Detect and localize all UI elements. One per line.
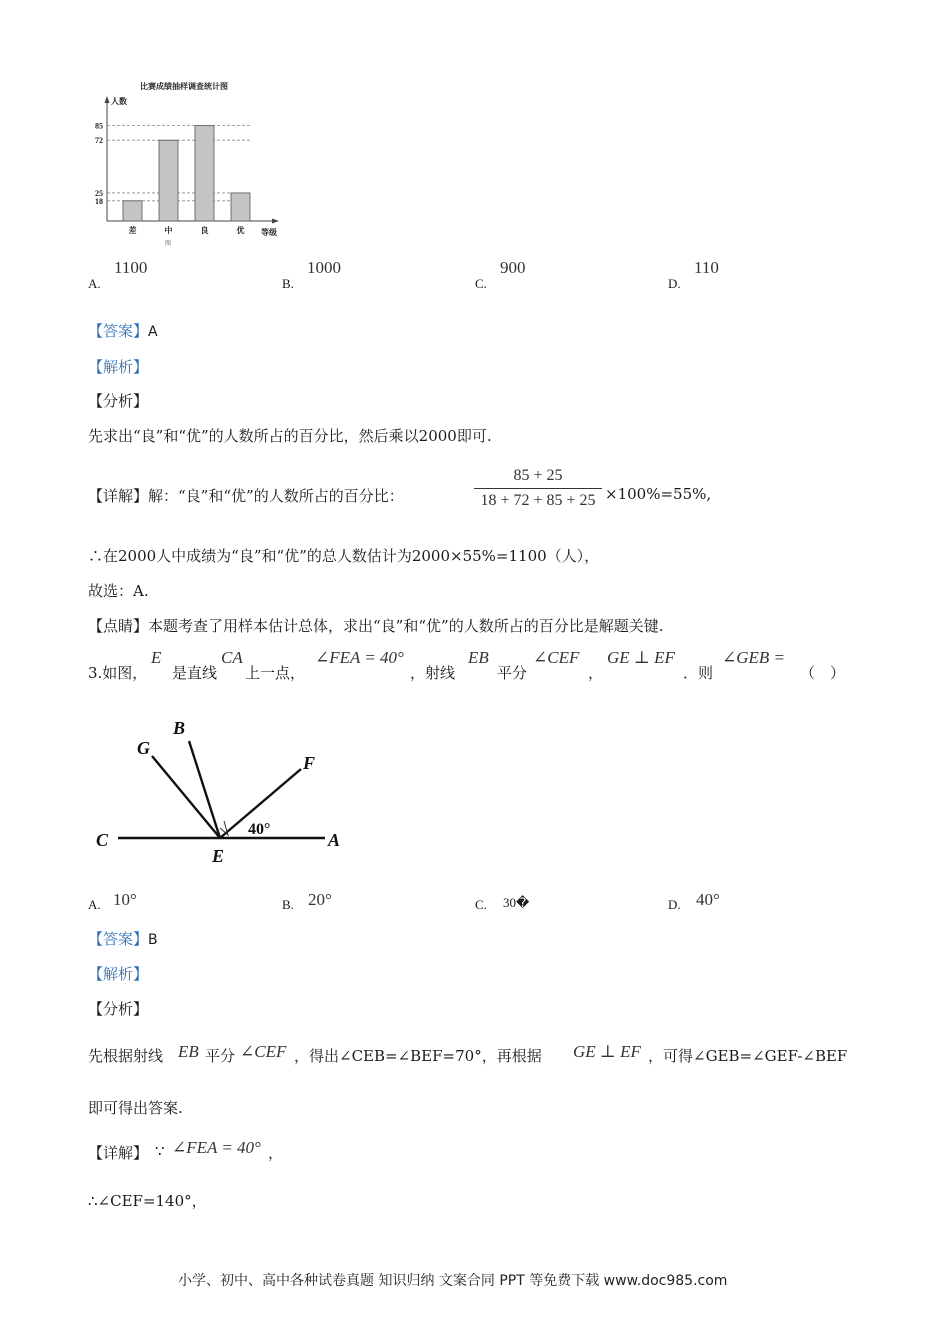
q3-fenxi-cef: ∠CEF bbox=[240, 1042, 287, 1061]
q3-fenxi bbox=[0, 1035, 950, 1071]
label-angle: 40° bbox=[248, 821, 271, 838]
comment-tag: 【点睛】 bbox=[88, 617, 149, 635]
q3-number: 3.如图， bbox=[88, 664, 148, 682]
q3-angle-cef: ∠CEF bbox=[533, 648, 580, 667]
ray-eg bbox=[152, 756, 220, 838]
q3-option-a-value: 10° bbox=[113, 890, 137, 909]
ray-eb bbox=[189, 741, 220, 838]
angle-figure bbox=[85, 710, 355, 870]
q2-detail bbox=[88, 485, 404, 506]
q3-point-e: E bbox=[151, 648, 162, 667]
q3-fenxi-4: ，可得∠GEB=∠GEF-∠BEF bbox=[648, 1047, 848, 1065]
q3-answer bbox=[88, 928, 158, 949]
x-tick-label: 良 bbox=[200, 226, 209, 235]
q3-fenxi-1: 先根据射线 bbox=[88, 1047, 164, 1065]
q2-option-c-value: 900 bbox=[500, 258, 526, 277]
label-g: G bbox=[137, 738, 150, 758]
q3-text-6: ．则 bbox=[683, 664, 714, 682]
q3-perp: GE ⊥ EF bbox=[607, 648, 675, 667]
chart-caption: 图 bbox=[165, 241, 172, 246]
q2-fenxi: 先求出“良”和“优”的人数所占的百分比，然后乘以2000即可. bbox=[88, 427, 492, 445]
q3-question bbox=[0, 645, 950, 685]
q2-option-a-value: 1100 bbox=[114, 258, 148, 277]
bar-chart bbox=[85, 78, 295, 246]
q3-option-d-value: 40° bbox=[696, 890, 720, 909]
label-e: E bbox=[212, 846, 225, 866]
label-b: B bbox=[173, 718, 186, 738]
bar-0 bbox=[123, 201, 142, 221]
q2-option-d-label: D. bbox=[668, 276, 681, 291]
label-c: C bbox=[96, 830, 109, 850]
q3-option-c-value: 30� bbox=[503, 895, 530, 910]
q3-option-a-label: A. bbox=[88, 897, 101, 912]
fraction-numerator: 85 + 25 bbox=[513, 467, 563, 484]
q3-option-d-label: D. bbox=[668, 897, 681, 912]
x-tick-label: 优 bbox=[236, 226, 245, 235]
bar-2 bbox=[195, 126, 214, 221]
q3-text-5: ， bbox=[588, 664, 604, 682]
q3-paren: （ ） bbox=[800, 664, 846, 682]
q3-text-1: 是直线 bbox=[172, 664, 218, 682]
x-axis-arrow bbox=[272, 219, 279, 224]
percent-fraction bbox=[474, 467, 602, 510]
page-footer: 小学、初中、高中各种试卷真题 知识归纳 文案合同 PPT 等免费下载 www.doc985.com bbox=[178, 1273, 728, 1289]
q3-answer-value: B bbox=[148, 932, 158, 948]
q3-analysis-tag: 【解析】 bbox=[88, 965, 149, 983]
q2-line3: 故选：A. bbox=[88, 582, 149, 600]
x-tick-label: 中 bbox=[164, 226, 173, 235]
q3-option-c-label: C. bbox=[475, 897, 487, 912]
detail-tag: 【详解】 bbox=[88, 487, 149, 505]
answer-tag: 【答案】 bbox=[88, 322, 149, 340]
y-tick-label: 85 bbox=[95, 121, 103, 131]
q3-detail-angle: ∠FEA = 40° bbox=[172, 1138, 261, 1157]
y-tick-label: 18 bbox=[95, 196, 103, 206]
q3-fenxi-2: 平分 bbox=[205, 1047, 236, 1065]
q3-fenxi-3: ，得出∠CEB=∠BEF=70°，再根据 bbox=[294, 1047, 542, 1065]
q3-detail-tag: 【详解】 bbox=[88, 1144, 149, 1162]
detail-prefix: 解：“良”和“优”的人数所占的百分比： bbox=[148, 487, 404, 505]
q3-fenxi-eb: EB bbox=[178, 1042, 199, 1061]
q3-option-b-label: B. bbox=[282, 897, 294, 912]
comment-text: 本题考查了用样本估计总体，求出“良”和“优”的人数所占的百分比是解题关键. bbox=[148, 617, 664, 635]
q2-fenxi-tag: 【分析】 bbox=[88, 392, 149, 410]
y-tick-label: 72 bbox=[95, 136, 103, 146]
q3-answer-tag: 【答案】 bbox=[88, 930, 149, 948]
q3-angle-fea: ∠FEA = 40° bbox=[315, 648, 404, 667]
y-tick-label: 25 bbox=[95, 188, 103, 198]
q2-option-b-label: B. bbox=[282, 276, 294, 291]
label-a: A bbox=[328, 830, 341, 850]
q3-text-4: 平分 bbox=[497, 664, 528, 682]
y-axis-arrow bbox=[105, 96, 110, 103]
chart-title: 比赛成绩抽样调查统计图 bbox=[140, 82, 228, 91]
fraction-denominator: 18 + 72 + 85 + 25 bbox=[480, 492, 596, 509]
q3-line-ca: CA bbox=[221, 648, 243, 667]
chart-ylabel: 人数 bbox=[111, 97, 127, 106]
q3-fenxi-tag: 【分析】 bbox=[88, 1000, 149, 1018]
q2-answer bbox=[88, 320, 158, 341]
q3-text-3: ，射线 bbox=[410, 664, 456, 682]
bar-1 bbox=[159, 140, 178, 221]
q3-ray-eb: EB bbox=[468, 648, 489, 667]
detail-suffix: ×100%=55%, bbox=[605, 485, 712, 503]
q3-fenxi-5: 即可得出答案. bbox=[88, 1099, 183, 1117]
q3-text-2: 上一点， bbox=[245, 664, 306, 682]
q2-option-d-value: 110 bbox=[694, 258, 719, 277]
x-tick-label: 差 bbox=[128, 226, 137, 235]
q2-option-a-label: A. bbox=[88, 276, 101, 291]
bar-3 bbox=[231, 193, 250, 221]
q3-fenxi-perp: GE ⊥ EF bbox=[573, 1042, 641, 1061]
q3-because: ∵ bbox=[155, 1142, 165, 1160]
q2-comment bbox=[88, 615, 663, 636]
q3-detail-comma: ， bbox=[268, 1144, 284, 1162]
q3-option-b-value: 20° bbox=[308, 890, 332, 909]
chart-xlabel: 等级 bbox=[261, 228, 277, 237]
answer-value: A bbox=[148, 324, 158, 340]
q2-line2: ∴在2000人中成绩为“良”和“优”的总人数估计为2000×55%=1100（人）， bbox=[88, 547, 600, 565]
q3-detail-2: ∴∠CEF=140°， bbox=[88, 1192, 207, 1210]
label-f: F bbox=[303, 753, 316, 773]
q2-option-c-label: C. bbox=[475, 276, 487, 291]
q2-option-b-value: 1000 bbox=[307, 258, 341, 277]
q2-options bbox=[0, 258, 950, 294]
q2-analysis-tag: 【解析】 bbox=[88, 358, 149, 376]
q3-options bbox=[0, 888, 950, 920]
fraction-bar bbox=[474, 488, 602, 489]
q3-detail bbox=[0, 1132, 950, 1166]
q3-angle-geb: ∠GEB = bbox=[722, 648, 786, 667]
